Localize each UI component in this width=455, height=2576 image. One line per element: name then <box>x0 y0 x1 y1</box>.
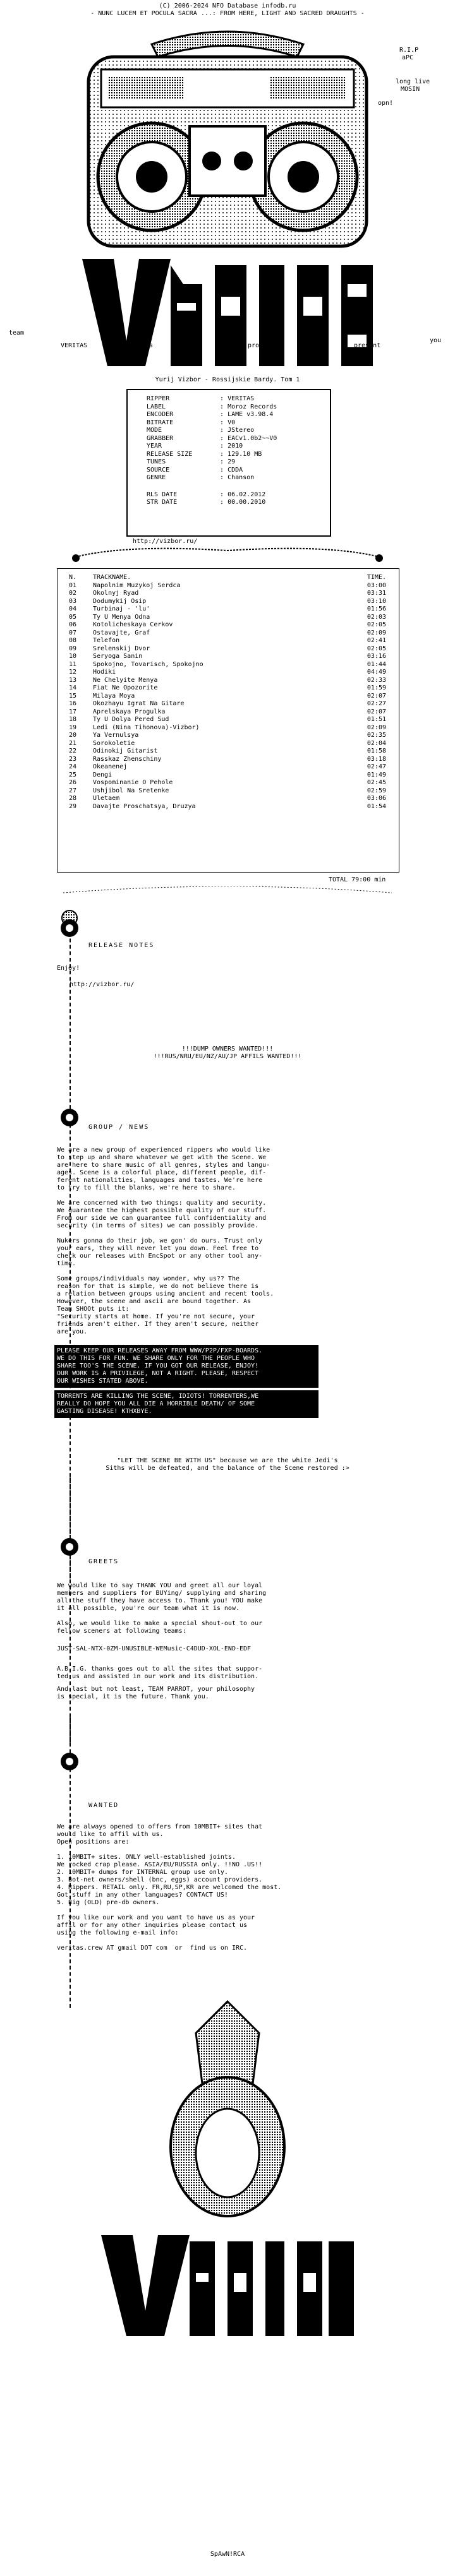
apc-text: aPC <box>402 54 414 61</box>
track-row <box>66 772 389 780</box>
track-row <box>66 700 389 708</box>
track-name: Ya Vernulsya <box>93 732 139 739</box>
track-row <box>66 605 389 614</box>
info-row <box>147 451 277 459</box>
proud-is: is <box>145 342 154 349</box>
info-separator: : <box>216 474 228 481</box>
footer-logo-art <box>95 1995 360 2374</box>
info-value: 2010 <box>228 443 243 450</box>
copyright-line: (C) 2006-2024 NFO Database infodb.ru <box>159 3 296 9</box>
info-value: 129.10 MB <box>228 450 262 458</box>
header-no: N. <box>69 574 77 581</box>
track-row <box>66 748 389 756</box>
track-number: 15 <box>69 692 77 700</box>
track-row <box>66 677 389 685</box>
info-row <box>147 395 277 403</box>
info-row <box>147 411 277 419</box>
info-key: LABEL <box>147 403 166 410</box>
info-key: GENRE <box>147 474 166 481</box>
info-key: YEAR <box>147 443 162 450</box>
track-number: 17 <box>69 708 77 715</box>
track-duration: 03:00 <box>367 581 386 589</box>
group-news-para-3: Nukers gonna do their job, we gon' do ours. Trust only your ears, they will never let you down. Feel free to check our releases with EncSpot or any other tool any- time. <box>57 1237 263 1267</box>
info-row <box>147 435 277 443</box>
info-key: TUNES <box>147 458 166 465</box>
track-duration: 02:07 <box>367 708 386 715</box>
track-duration: 02:47 <box>367 763 386 770</box>
info-key: GRABBER <box>147 434 174 442</box>
track-duration: 01:58 <box>367 748 386 754</box>
track-duration: 01:59 <box>367 684 386 691</box>
proud-veritas: VERITAS <box>61 342 88 349</box>
wanted-para-3: If you like our work and you want to have us as your affil or for any other inquiries please contact us using the following e-mail info: <box>57 1914 255 1936</box>
track-row <box>66 653 389 661</box>
track-number: 14 <box>69 684 77 691</box>
track-row <box>66 787 389 796</box>
info-row <box>147 499 277 507</box>
track-name: Ostavajte, Graf <box>93 629 150 636</box>
track-name: Srelenskij Dvor <box>93 645 150 652</box>
opn-text: opn! <box>378 100 394 107</box>
track-number: 12 <box>69 669 77 676</box>
track-name: Napolnim Muzykoj Serdca <box>93 581 181 589</box>
track-number: 02 <box>69 590 77 597</box>
wanted-positions: 1. 10MBIT+ sites. ONLY well-established joints. We rocked crap please. ASIA/EU/RUSSIA only. !!NO .US!! 2. 10MBIT+ dumps for INTERNAL group use only. 3. Bot-net owners/shell (bnc, eggs) account providers. 4. Rippers. RETAIL only. FR,RU,SP,KR are welcomed the most. Got stuff in any other languages? CONTACT US! 5. Big (OLD) pre-db owners. <box>57 1854 282 1906</box>
track-number: 07 <box>69 629 77 636</box>
tracklist-ornament-top <box>0 544 455 569</box>
track-number: 26 <box>69 779 77 786</box>
track-name: Telefon <box>93 637 120 644</box>
info-separator: : <box>216 427 228 434</box>
rip-text: R.I.P <box>399 47 419 54</box>
info-row <box>147 403 277 412</box>
track-number: 09 <box>69 645 77 652</box>
track-number: 25 <box>69 771 77 778</box>
track-duration: 02:35 <box>367 732 386 739</box>
info-key: RIPPER <box>147 395 170 402</box>
track-name: Ty U Menya Odna <box>93 613 150 621</box>
track-number: 29 <box>69 802 77 810</box>
track-name: Davajte Proschatsya, Druzya <box>93 802 196 810</box>
info-key: RELEASE SIZE <box>147 450 193 458</box>
tracklist-box <box>57 568 399 873</box>
track-duration: 01:56 <box>367 605 386 612</box>
info-separator: : <box>216 411 228 418</box>
track-name: Vospominanie O Pehole <box>93 779 173 786</box>
info-row <box>147 467 277 475</box>
track-name: Milaya Moya <box>93 692 135 700</box>
track-duration: 02:09 <box>367 629 386 636</box>
track-row <box>66 621 389 629</box>
info-value: V0 <box>228 419 236 426</box>
info-separator: : <box>216 419 228 426</box>
info-row <box>147 427 277 435</box>
mosin-text: MOSIN <box>401 86 420 93</box>
track-number: 16 <box>69 700 77 707</box>
track-name: Aprelskaya Progulka <box>93 708 166 715</box>
track-name: Ledi (Nina Tihonova)-Vizbor) <box>93 724 200 731</box>
greets-para-1: We would like to say THANK YOU and greet all our loyal members and suppliers for BUYing/ supplying and sharing all the stuff they have access to. Thank you! YOU make it all possible, you're our team what it is now. <box>57 1582 267 1612</box>
info-key: MODE <box>147 427 162 434</box>
track-number: 13 <box>69 676 77 684</box>
track-number: 18 <box>69 716 77 723</box>
wanted-title: WANTED <box>88 1802 119 1809</box>
track-number: 27 <box>69 787 77 794</box>
proud-2: 2 <box>321 342 325 349</box>
track-duration: 01:54 <box>367 802 386 810</box>
track-name: Seryoga Sanin <box>93 653 143 660</box>
header-motto: - NUNC LUCEM ET POCULA SACRA ...: FROM HERE, LIGHT AND SACRED DRAUGHTS - <box>90 10 365 17</box>
track-row <box>66 795 389 803</box>
info-value: EACv1.0b2~~V0 <box>228 434 277 442</box>
track-duration: 03:31 <box>367 590 386 597</box>
info-value: Moroz Records <box>228 403 277 410</box>
greets-para-4: A.B.I.G. thanks goes out to all the sites that suppor- ted us and assisted in our work and its distribution. <box>57 1666 263 1680</box>
vizbor-url-top: http://vizbor.ru/ <box>133 538 198 545</box>
track-name: Kotolicheskaya Cerkov <box>93 621 173 628</box>
tracklist-table <box>66 574 389 811</box>
release-notes-title: RELEASE NOTES <box>88 942 155 949</box>
track-row <box>66 614 389 622</box>
track-number: 20 <box>69 732 77 739</box>
info-value: LAME v3.98.4 <box>228 411 274 418</box>
track-number: 04 <box>69 605 77 612</box>
affils-wanted: !!!RUS/NRU/EU/NZ/AU/JP AFFILS WANTED!!! <box>153 1053 302 1060</box>
track-number: 08 <box>69 637 77 644</box>
track-name: Ty U Dolya Pered Sud <box>93 716 169 723</box>
track-duration: 03:10 <box>367 597 386 605</box>
track-duration: 02:41 <box>367 637 386 644</box>
release-notes-line-1: Enjoy! <box>57 965 80 972</box>
track-row <box>66 684 389 693</box>
group-news-title: GROUP / NEWS <box>88 1124 150 1131</box>
divider-ornament-1 <box>51 886 404 924</box>
track-row <box>66 590 389 598</box>
track-number: 22 <box>69 748 77 754</box>
track-duration: 02:07 <box>367 692 386 700</box>
track-duration: 02:03 <box>367 613 386 621</box>
release-title: Yurij Vizbor - Rossijskie Bardy. Tom 1 <box>155 376 300 383</box>
track-duration: 02:45 <box>367 779 386 786</box>
info-separator: : <box>216 443 228 450</box>
info-value: 06.02.2012 <box>228 491 266 498</box>
track-row <box>66 763 389 772</box>
track-row <box>66 598 389 606</box>
track-row <box>66 637 389 645</box>
track-name: Fiat Ne Opozorite <box>93 684 158 691</box>
track-row <box>66 732 389 740</box>
track-duration: 01:51 <box>367 716 386 723</box>
proud-present: present <box>354 342 381 349</box>
boombox-logo-art <box>63 19 392 373</box>
track-duration: 02:09 <box>367 724 386 731</box>
proud-very: very <box>187 342 203 349</box>
track-number: 10 <box>69 653 77 660</box>
group-news-para-1: We are a new group of experienced rippers who would like to step up and share whatever we get with the Scene. We are here to share music of all genres, styles and langu- ages. Scene is a colorful place, different people, dif- ferent nationalities, languages and tastes. We're here to try to fill the blanks, we're here to share. <box>57 1147 270 1191</box>
track-name: Dengi <box>93 771 112 778</box>
info-row <box>147 443 277 451</box>
group-news-para-2: We are concerned with two things: quality and security. We guarantee the highest possible quality of our stuff. From our side we can guarantee full confidentiality and security (in terms of sites) we can possibly provide. <box>57 1200 267 1229</box>
track-duration: 02:04 <box>367 739 386 747</box>
info-value: VERITAS <box>228 395 255 402</box>
track-duration: 03:06 <box>367 795 386 802</box>
track-number: 19 <box>69 724 77 731</box>
inverted-warning-2: TORRENTS ARE KILLING THE SCENE, IDIOTS! TORRENTERS,WE REALLY DO HOPE YOU ALL DIE A HORRIBLE DEATH/ OF SOME GASTING DISEASE! KTHXBYE. <box>54 1390 318 1418</box>
info-value: JStereo <box>228 427 255 434</box>
track-name: Rasskaz Zhenschiny <box>93 755 162 763</box>
info-separator: : <box>216 499 228 506</box>
info-value: Chanson <box>228 474 255 481</box>
track-duration: 02:59 <box>367 787 386 794</box>
track-name: Okolnyj Ryad <box>93 590 139 597</box>
wanted-ornament <box>57 1743 95 1793</box>
track-row <box>66 645 389 653</box>
track-number: 01 <box>69 581 77 589</box>
greets-title: GREETS <box>88 1558 119 1565</box>
track-row <box>66 582 389 590</box>
track-number: 24 <box>69 763 77 770</box>
track-row <box>66 779 389 787</box>
proud-proud: proud <box>248 342 267 349</box>
header-trackname: TRACKNAME. <box>93 574 131 581</box>
info-key: RLS DATE <box>147 491 178 498</box>
jedi-quote: "LET THE SCENE BE WITH US" because we are the white Jedi's Siths will be defeated, and the balance of the Scene restored :> <box>106 1457 349 1472</box>
info-key: SOURCE <box>147 466 170 474</box>
track-duration: 01:44 <box>367 660 386 668</box>
track-name: Uletaem <box>93 795 120 802</box>
group-news-para-4: Some groups/individuals may wonder, why us?? The reason for that is simple, we do not believe there is a relation between groups using ancient and recent tools. However, the scene and ascii are bound together. As Team SHOOt puts it: "Security starts at home. If you're not secure, your friends aren't either. If they aren't secure, neither are you. <box>57 1275 274 1335</box>
track-row <box>66 724 389 732</box>
track-duration: 01:49 <box>367 771 386 778</box>
track-name: Okeanenej <box>93 763 128 770</box>
release-notes-ornament <box>57 909 95 960</box>
info-separator: : <box>216 450 228 458</box>
info-row <box>147 419 277 427</box>
track-number: 05 <box>69 613 77 621</box>
track-name: Turbinaj - 'lu' <box>93 605 150 612</box>
info-key: BITRATE <box>147 419 174 426</box>
greets-para-2: Also, we would like to make a special shout-out to our fellow sceners at following teams: <box>57 1620 263 1635</box>
you-right-text: you <box>430 337 442 344</box>
info-key: ENCODER <box>147 411 174 418</box>
track-duration: 02:27 <box>367 700 386 707</box>
greets-ornament <box>57 1528 95 1578</box>
release-notes-url: http://vizbor.ru/ <box>70 981 135 988</box>
track-duration: 03:18 <box>367 755 386 763</box>
contact-email: veritas.crew AT gmail DOT com or find us on IRC. <box>57 1945 248 1952</box>
track-duration: 04:49 <box>367 669 386 676</box>
greets-para-5: And last but not least, TEAM PARROT, your philosophy is special, it is the future. Thank you. <box>57 1686 255 1700</box>
track-row <box>66 756 389 764</box>
info-box <box>126 389 331 537</box>
track-row <box>66 693 389 701</box>
info-separator: : <box>216 434 228 442</box>
track-number: 06 <box>69 621 77 628</box>
track-number: 23 <box>69 755 77 763</box>
info-value: 00.00.2010 <box>228 499 266 506</box>
track-number: 11 <box>69 660 77 668</box>
track-name: Okozhayu Igrat Na Gitare <box>93 700 185 707</box>
info-row <box>147 474 277 482</box>
long-live-text: long live <box>396 78 430 85</box>
track-row <box>66 669 389 677</box>
footer-credit: SpAwN!RCA <box>210 2551 245 2558</box>
track-row <box>66 708 389 717</box>
greets-group-list: JUST-SAL-NTX-0ZM-UNUSIBLE-WEMusic-C4DUD-XOL-END-EDF <box>57 1645 252 1652</box>
track-number: 03 <box>69 597 77 605</box>
info-separator: : <box>216 491 228 498</box>
dump-owners-wanted: !!!DUMP OWNERS WANTED!!! <box>181 1046 274 1052</box>
team-left-text: team <box>9 330 25 337</box>
header-time: TIME. <box>367 574 386 581</box>
info-separator: : <box>216 403 228 410</box>
track-row <box>66 629 389 638</box>
info-row <box>147 491 277 499</box>
track-duration: 02:33 <box>367 676 386 684</box>
info-value: CDDA <box>228 466 243 474</box>
info-separator: : <box>216 466 228 474</box>
track-number: 21 <box>69 739 77 747</box>
track-duration: 02:05 <box>367 645 386 652</box>
track-number: 28 <box>69 795 77 802</box>
info-separator: : <box>216 458 228 465</box>
wanted-para-1: We are always opened to offers from 10MBIT+ sites that would like to affil with us. Open positions are: <box>57 1823 263 1846</box>
track-row <box>66 716 389 724</box>
track-name: Sorokoletie <box>93 739 135 747</box>
track-name: Hodiki <box>93 669 116 676</box>
info-value: 29 <box>228 458 236 465</box>
track-duration: 03:16 <box>367 653 386 660</box>
info-row <box>147 458 277 467</box>
track-name: Ne Chelyite Menya <box>93 676 158 684</box>
info-separator: : <box>216 395 228 402</box>
track-name: Ushjibol Na Sretenke <box>93 787 169 794</box>
info-key: STR DATE <box>147 499 178 506</box>
total-time: TOTAL 79:00 min <box>329 876 386 883</box>
track-row <box>66 740 389 748</box>
inverted-warning-1: PLEASE KEEP OUR RELEASES AWAY FROM WWW/P2P/FXP-BOARDS. WE DO THIS FOR FUN. WE SHARE ONLY FOR THE PEOPLE WHO SHARE TOO'S THE SCENE. IF YOU GOT OUR RELEASE, ENJOY! OUR WORK IS A PRIVILEGE, NOT A RIGHT. PLEASE, RESPECT OUR WISHES STATED ABOVE. <box>54 1345 318 1388</box>
track-name: Dodumykij Osip <box>93 597 147 605</box>
track-name: Odinokij Gitarist <box>93 748 158 754</box>
track-duration: 02:05 <box>367 621 386 628</box>
track-name: Spokojno, Tovarisch, Spokojno <box>93 660 203 668</box>
track-row <box>66 661 389 669</box>
track-row <box>66 803 389 811</box>
